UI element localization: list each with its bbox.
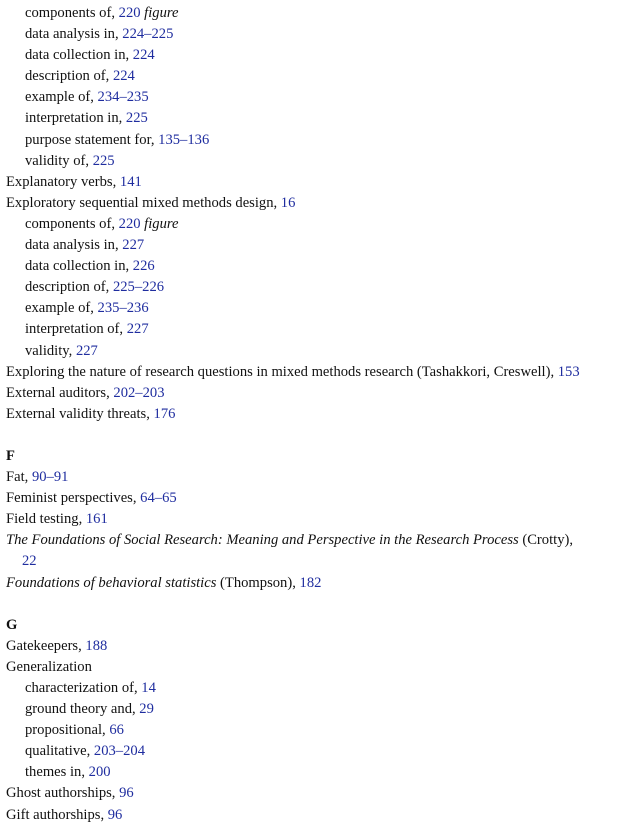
- page-link[interactable]: 14: [141, 680, 156, 696]
- page-link[interactable]: 153: [557, 363, 580, 380]
- entry-term: Ghost authorships,: [6, 785, 120, 802]
- index-subentry: [0, 24, 632, 45]
- subentry-term: themes in,: [25, 764, 89, 781]
- index-subentry: [0, 108, 632, 129]
- page-link[interactable]: 182: [299, 574, 322, 591]
- index-entry-generalization: [0, 657, 632, 678]
- index-entry-external-auditors: [0, 383, 632, 404]
- page-link[interactable]: 203–204: [93, 743, 145, 760]
- page-link[interactable]: 135–136: [158, 131, 210, 148]
- page-link[interactable]: 224: [132, 47, 155, 64]
- page-link[interactable]: 202–203: [113, 384, 165, 401]
- section-letter-g: G: [6, 616, 18, 633]
- page-link[interactable]: 224: [112, 68, 135, 85]
- subentry-suffix: figure: [140, 5, 179, 21]
- entry-term: External auditors,: [6, 384, 114, 401]
- page-link[interactable]: 227: [126, 321, 149, 338]
- page-link[interactable]: 161: [85, 511, 108, 528]
- index-subentry: [0, 130, 632, 151]
- subentry-term: description of,: [25, 279, 113, 296]
- index-entry-exploring: [0, 362, 632, 383]
- index-subentry: [0, 66, 632, 87]
- index-subentry: [0, 87, 632, 108]
- page-link[interactable]: 96: [119, 785, 134, 802]
- subentry-term: example of,: [25, 300, 98, 317]
- section-letter-f: F: [6, 447, 15, 464]
- index-subentry: [0, 3, 632, 24]
- page-link[interactable]: 176: [153, 405, 176, 422]
- subentry-term: data collection in,: [25, 47, 133, 64]
- index-entry-foundations-social: [0, 530, 632, 572]
- index-subentry: [0, 699, 632, 720]
- entry-term: Exploratory sequential mixed methods design,: [6, 194, 281, 211]
- subentry-term: validity of,: [25, 152, 93, 169]
- entry-term: Gift authorships,: [6, 806, 108, 823]
- entry-title: Foundations of behavioral statistics: [6, 574, 217, 591]
- subentry-term: data analysis in,: [25, 237, 123, 254]
- index-entry-foundations-behavioral: [0, 573, 632, 594]
- page-link[interactable]: 235–236: [97, 300, 149, 317]
- subentry-term: description of,: [25, 68, 113, 85]
- index-entry-gift-authorships: [0, 805, 632, 826]
- index-entry-feminist: [0, 488, 632, 509]
- index-entry-exploratory-design: [0, 193, 632, 214]
- entry-author: (Crotty),: [518, 532, 574, 549]
- page-link[interactable]: 141: [119, 173, 142, 190]
- index-subentry: [0, 214, 632, 235]
- subentry-term: components of,: [25, 5, 119, 21]
- page-link[interactable]: 66: [109, 722, 124, 739]
- entry-title: The Foundations of Social Research: Meaning and Perspective in the Research Process: [6, 532, 519, 549]
- page-link[interactable]: 16: [280, 194, 296, 211]
- index-subentry: [0, 720, 632, 741]
- subentry-term: data analysis in,: [25, 26, 123, 43]
- page-link[interactable]: 225–226: [112, 279, 165, 296]
- subentry-suffix: figure: [140, 215, 179, 232]
- page-link[interactable]: 188: [85, 637, 108, 654]
- entry-author: (Thompson),: [216, 574, 300, 591]
- entry-term: Gatekeepers,: [6, 637, 86, 654]
- page-link[interactable]: 22: [22, 553, 37, 570]
- page-link[interactable]: 200: [88, 764, 111, 781]
- entry-term: Fat,: [6, 469, 32, 486]
- subentry-term: propositional,: [25, 722, 110, 739]
- subentry-term: characterization of,: [25, 680, 142, 696]
- page-link[interactable]: 29: [139, 701, 154, 718]
- entry-term: Field testing,: [6, 511, 86, 528]
- subentry-term: validity,: [25, 342, 76, 359]
- entry-term: External validity threats,: [6, 405, 154, 422]
- page-link[interactable]: 224–225: [122, 26, 174, 43]
- index-subentry: [0, 235, 632, 256]
- index-subentry: [0, 741, 632, 762]
- page-link[interactable]: 225: [125, 110, 148, 127]
- page-link[interactable]: 220: [118, 5, 141, 21]
- page-link[interactable]: 227: [122, 237, 145, 254]
- page-link[interactable]: 227: [75, 342, 98, 359]
- index-entry-explanatory-verbs: [0, 172, 632, 193]
- entry-term: Explanatory verbs,: [6, 173, 120, 190]
- index-entry-fat: [0, 467, 632, 488]
- section-gap: [0, 594, 632, 615]
- page-link[interactable]: 234–235: [97, 89, 149, 106]
- subentry-term: data collection in,: [25, 258, 133, 275]
- index-subentry: [0, 678, 632, 699]
- section-gap: [0, 425, 632, 446]
- index-subentry: [0, 762, 632, 783]
- index-subentry: [0, 277, 632, 298]
- subentry-term: interpretation of,: [25, 321, 127, 338]
- subentry-term: interpretation in,: [25, 110, 126, 127]
- index-entry-gatekeepers: [0, 636, 632, 657]
- index-entry-field-testing: [0, 509, 632, 530]
- index-subentry: [0, 319, 632, 340]
- subentry-term: ground theory and,: [25, 701, 140, 718]
- subentry-term: qualitative,: [25, 743, 94, 760]
- index-entry-ghost-authorships: [0, 783, 632, 804]
- page-link[interactable]: 225: [92, 152, 115, 169]
- index-entry-external-validity: [0, 404, 632, 425]
- page-link[interactable]: 226: [132, 258, 155, 275]
- index-subentry: [0, 341, 632, 362]
- index-subentry: [0, 151, 632, 172]
- subentry-term: components of,: [25, 215, 119, 232]
- index-subentry: [0, 256, 632, 277]
- entry-term: Generalization: [6, 658, 92, 675]
- entry-term: Feminist perspectives,: [6, 490, 141, 507]
- index-page: [0, 3, 632, 826]
- index-subentry: [0, 45, 632, 66]
- page-link[interactable]: 64–65: [140, 490, 177, 507]
- subentry-term: example of,: [25, 89, 98, 106]
- index-subentry: [0, 298, 632, 319]
- page-link[interactable]: 96: [107, 806, 123, 823]
- page-link[interactable]: 220: [118, 215, 141, 232]
- entry-term: Exploring the nature of research questions in mixed methods research (Tashakkori, Creswell),: [6, 363, 558, 380]
- subentry-term: purpose statement for,: [25, 131, 159, 148]
- page-link[interactable]: 90–91: [31, 469, 69, 486]
